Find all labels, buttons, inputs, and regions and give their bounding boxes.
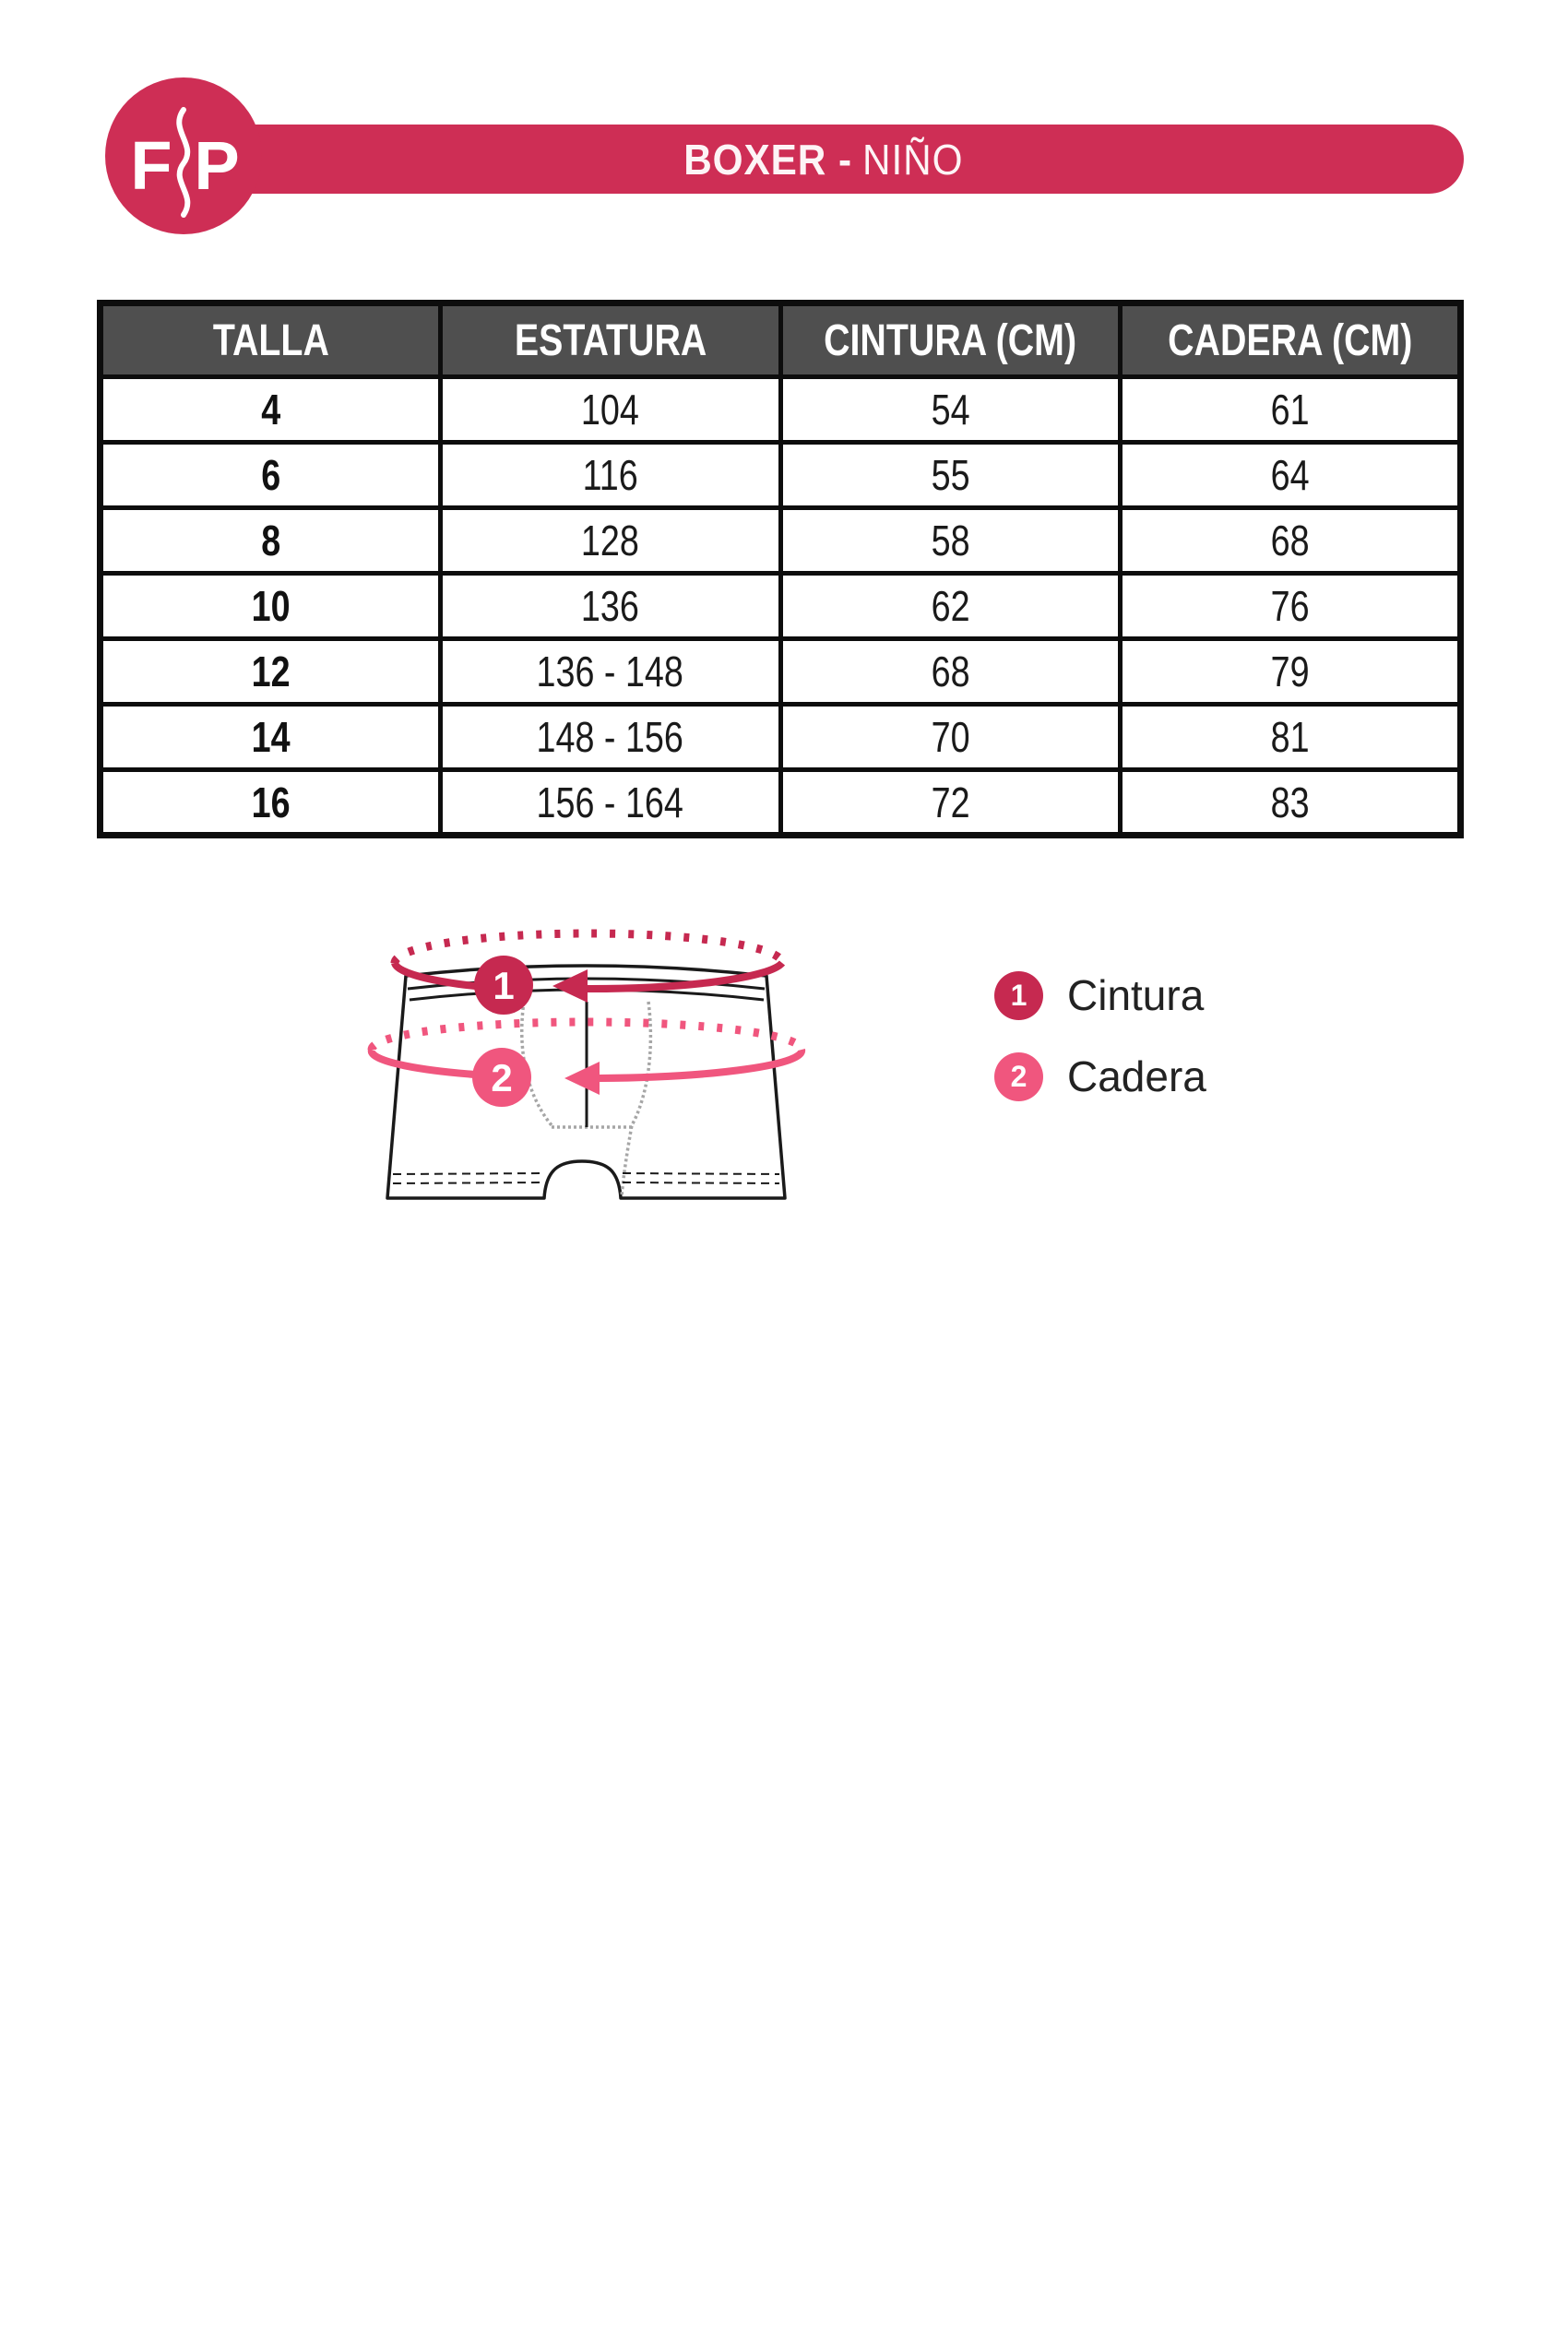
cell-cintura: 55 — [780, 443, 1121, 508]
cell-talla: 6 — [101, 443, 441, 508]
cell-estatura: 116 — [440, 443, 780, 508]
marker-2-badge — [472, 1048, 531, 1107]
cell-estatura: 136 - 148 — [440, 639, 780, 705]
table-row — [101, 443, 1461, 508]
legend-label-cintura: Cintura — [1067, 971, 1205, 1019]
legend-label-cadera: Cadera — [1067, 1052, 1206, 1100]
legend-item-cintura — [994, 970, 1206, 1020]
col-header-talla: TALLA — [101, 303, 441, 377]
cell-estatura: 104 — [440, 377, 780, 443]
table-row — [101, 639, 1461, 705]
legend-dot-2: 2 — [994, 1052, 1043, 1101]
cell-talla: 8 — [101, 508, 441, 574]
cell-talla: 16 — [101, 770, 441, 836]
brand-logo-icon — [104, 77, 263, 235]
logo-letter-f: F — [130, 127, 172, 204]
cell-cintura: 58 — [780, 508, 1121, 574]
size-table-header-row — [101, 303, 1461, 377]
cell-cintura: 54 — [780, 377, 1121, 443]
cell-cadera: 76 — [1121, 574, 1461, 639]
marker-1-badge — [474, 956, 533, 1015]
cell-cadera: 68 — [1121, 508, 1461, 574]
cell-cadera: 79 — [1121, 639, 1461, 705]
logo-letter-p: P — [194, 127, 240, 204]
cell-estatura: 148 - 156 — [440, 705, 780, 770]
legend-dot-1: 1 — [994, 971, 1043, 1020]
table-row — [101, 377, 1461, 443]
cell-cadera: 83 — [1121, 770, 1461, 836]
diagram-legend — [994, 970, 1206, 1101]
banner-title — [683, 135, 963, 184]
title-banner — [183, 125, 1464, 194]
table-row — [101, 508, 1461, 574]
table-row — [101, 770, 1461, 836]
legend-item-cadera — [994, 1051, 1206, 1101]
cell-estatura: 136 — [440, 574, 780, 639]
cell-talla: 10 — [101, 574, 441, 639]
marker-2-number: 2 — [491, 1056, 513, 1099]
cell-cintura: 70 — [780, 705, 1121, 770]
banner-title-audience: NIÑO — [861, 135, 964, 184]
marker-1-number: 1 — [493, 964, 515, 1007]
boxer-measure-diagram — [367, 919, 808, 1218]
cell-cadera: 64 — [1121, 443, 1461, 508]
col-header-estatura: ESTATURA — [440, 303, 780, 377]
cell-cintura: 68 — [780, 639, 1121, 705]
table-row — [101, 574, 1461, 639]
cell-talla: 4 — [101, 377, 441, 443]
cell-cadera: 61 — [1121, 377, 1461, 443]
col-header-cintura: CINTURA (CM) — [780, 303, 1121, 377]
cell-estatura: 128 — [440, 508, 780, 574]
table-row — [101, 705, 1461, 770]
cell-cintura: 72 — [780, 770, 1121, 836]
cell-cintura: 62 — [780, 574, 1121, 639]
size-table-container — [97, 300, 1464, 838]
cell-cadera: 81 — [1121, 705, 1461, 770]
cell-estatura: 156 - 164 — [440, 770, 780, 836]
cell-talla: 12 — [101, 639, 441, 705]
banner-title-product: BOXER - — [683, 135, 852, 184]
col-header-cadera: CADERA (CM) — [1121, 303, 1461, 377]
size-table — [97, 300, 1464, 838]
cell-talla: 14 — [101, 705, 441, 770]
